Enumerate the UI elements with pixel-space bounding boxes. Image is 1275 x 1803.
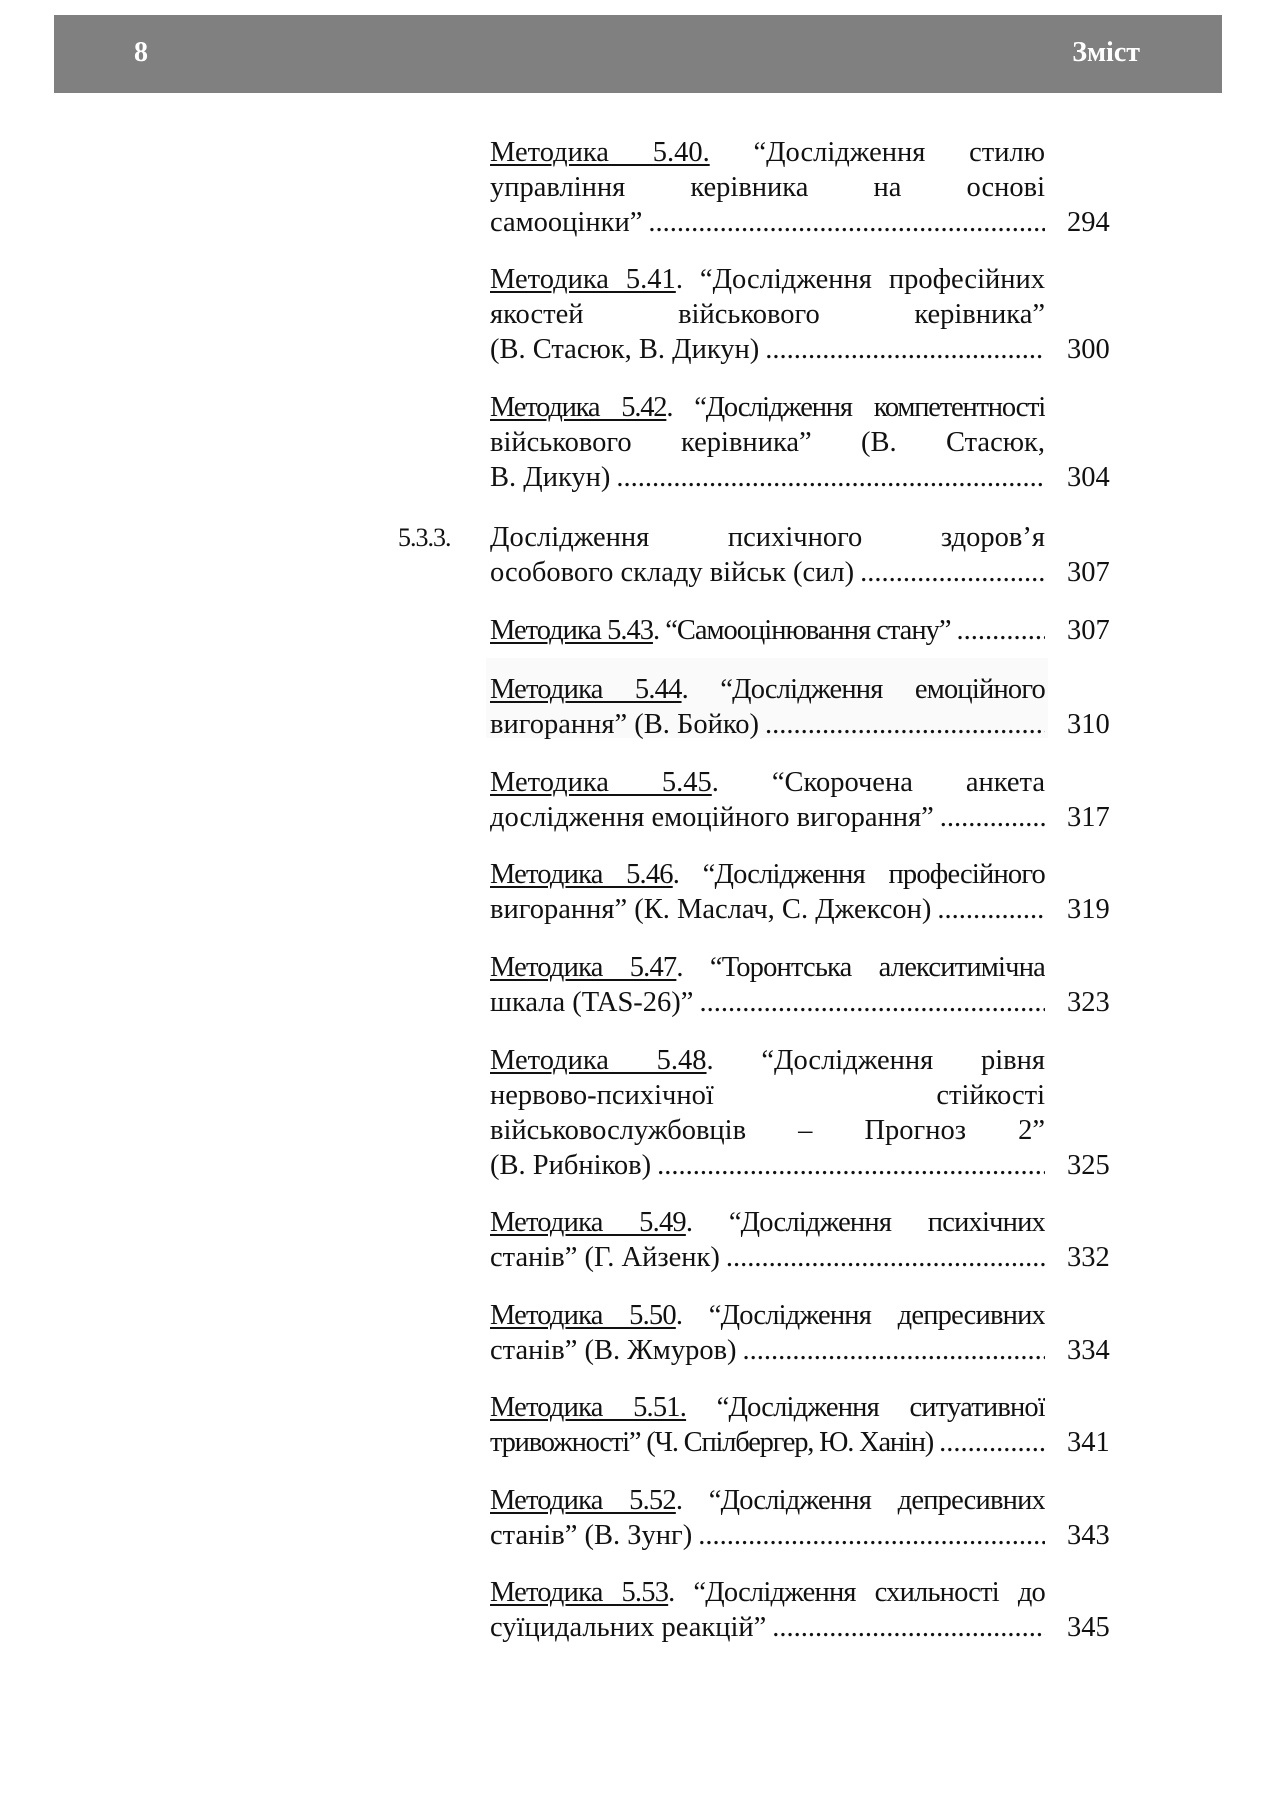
toc-link-5-51[interactable]: Методика 5.51. xyxy=(490,1392,687,1423)
toc-entry-5-52: Методика 5.52. “Дослідження депресивних станів” (В. Зунг) ..... xyxy=(490,1483,1045,1553)
toc-link-5-42[interactable]: Методика 5.42 xyxy=(490,392,667,423)
dot-leader xyxy=(657,1148,1045,1183)
dot-leader xyxy=(726,1240,1045,1275)
toc-entry-5-43: Методика 5.43. “Самооцінювання стану” ..... xyxy=(490,613,1045,648)
section-number: 5.3.3. xyxy=(398,523,451,552)
toc-entry-5-45: Методика 5.45. “Скорочена анкета дослідження емоційного вигорання” ..... xyxy=(490,765,1045,835)
toc-link-5-40[interactable]: Методика 5.40. xyxy=(490,137,710,168)
toc-page-number[interactable]: 345 xyxy=(1067,1612,1110,1643)
toc-entry-5-48: Методика 5.48. “Дослідження рівня нервово-психічної стійкості військовослужбовців – Прогноз 2” (В. Рибніков) ..... xyxy=(490,1043,1045,1183)
toc-page-number[interactable]: 294 xyxy=(1067,207,1110,238)
toc-entry-section-5-3-3[interactable]: Дослідження психічного здоров’я особового складу військ (сил) ..... xyxy=(490,520,1045,590)
toc-link-5-46[interactable]: Методика 5.46 xyxy=(490,859,673,890)
toc-page-number[interactable]: 341 xyxy=(1067,1427,1110,1458)
toc-page-number[interactable]: 307 xyxy=(1067,615,1110,646)
dot-leader xyxy=(940,800,1045,835)
toc-entry-5-44: Методика 5.44. “Дослідження емоційного вигорання” (В. Бойко) ..... xyxy=(490,672,1045,742)
toc-entry-5-47: Методика 5.47. “Торонтська алекситимічна шкала (TAS-26)” ..... xyxy=(490,950,1045,1020)
dot-leader xyxy=(698,1518,1045,1553)
toc-page-number[interactable]: 343 xyxy=(1067,1520,1110,1551)
toc-link-5-43[interactable]: Методика 5.43 xyxy=(490,615,653,646)
toc-link-5-49[interactable]: Методика 5.49 xyxy=(490,1207,686,1238)
dot-leader xyxy=(772,1610,1045,1645)
toc-link-5-53[interactable]: Методика 5.53 xyxy=(490,1577,669,1608)
dot-leader xyxy=(956,613,1045,648)
dot-leader xyxy=(699,985,1045,1020)
dot-leader xyxy=(860,555,1045,590)
dot-leader xyxy=(939,1425,1045,1460)
section-title: Зміст xyxy=(1072,37,1140,68)
toc-page-number[interactable]: 300 xyxy=(1067,334,1110,365)
toc-page-number[interactable]: 323 xyxy=(1067,987,1110,1018)
toc-entry-5-50: Методика 5.50. “Дослідження депресивних станів” (В. Жмуров) ..... xyxy=(490,1298,1045,1368)
dot-leader xyxy=(648,205,1045,240)
toc-entry-5-40: Методика 5.40. “Дослідження стилю управління керівника на основі самооцінки” ..... xyxy=(490,135,1045,240)
toc-entry-5-51: Методика 5.51. “Дослідження ситуативної тривожності” (Ч. Спілбергер, Ю. Ханін) ..... xyxy=(490,1390,1045,1460)
toc-entry-5-53: Методика 5.53. “Дослідження схильності до суїцидальних реакцій” ..... xyxy=(490,1575,1045,1645)
toc-link-5-52[interactable]: Методика 5.52 xyxy=(490,1485,676,1516)
toc-page-number[interactable]: 334 xyxy=(1067,1335,1110,1366)
dot-leader xyxy=(937,892,1045,927)
toc-entry-5-41: Методика 5.41. “Дослідження професійних якостей військового керівника” (В. Стасюк, В. Дикун) ..... xyxy=(490,262,1045,367)
dot-leader xyxy=(743,1333,1045,1368)
toc-entry-5-42: Методика 5.42. “Дослідження компетентності військового керівника” (В. Стасюк, В. Дикун) ..... xyxy=(490,390,1045,495)
toc-entry-5-49: Методика 5.49. “Дослідження психічних станів” (Г. Айзенк) ..... xyxy=(490,1205,1045,1275)
toc-link-5-41[interactable]: Методика 5.41 xyxy=(490,264,676,295)
toc-page-number[interactable]: 325 xyxy=(1067,1150,1110,1181)
toc-link-5-45[interactable]: Методика 5.45 xyxy=(490,767,712,798)
page-number: 8 xyxy=(134,37,148,68)
toc-page-number[interactable]: 310 xyxy=(1067,709,1110,740)
page-header xyxy=(54,15,1222,93)
toc-page-number[interactable]: 307 xyxy=(1067,557,1110,588)
toc-page-number[interactable]: 332 xyxy=(1067,1242,1110,1273)
toc-entry-5-46: Методика 5.46. “Дослідження професійного вигорання” (К. Маслач, С. Джексон) ..... xyxy=(490,857,1045,927)
dot-leader xyxy=(765,332,1045,367)
toc-page-number[interactable]: 319 xyxy=(1067,894,1110,925)
toc-link-5-47[interactable]: Методика 5.47 xyxy=(490,952,677,983)
toc-link-5-44[interactable]: Методика 5.44 xyxy=(490,674,682,705)
toc-page-number[interactable]: 304 xyxy=(1067,462,1110,493)
dot-leader xyxy=(765,707,1045,742)
toc-page-number[interactable]: 317 xyxy=(1067,802,1110,833)
toc-link-5-48[interactable]: Методика 5.48 xyxy=(490,1045,707,1076)
toc-link-5-50[interactable]: Методика 5.50 xyxy=(490,1300,676,1331)
dot-leader xyxy=(616,460,1045,495)
